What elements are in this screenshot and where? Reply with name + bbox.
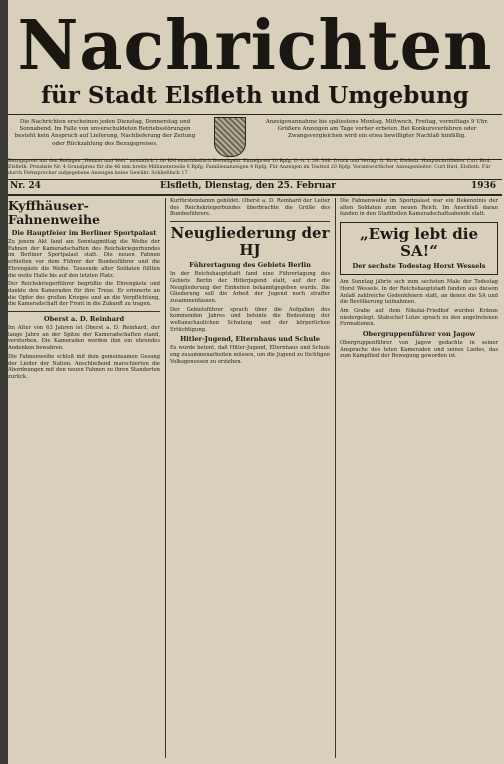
issue-number: Nr. 24 [10,181,41,191]
article-paragraph: Im Alter von 63 Jahren ist Oberst a. D. Reinhard, der lange Jahre an der Spitze der Kameradschaften stand, verstorben. Die Kameraden werden ihm ein ehrendes Andenken bewahren. [8,325,160,352]
page-spine-shadow [0,0,8,764]
divider [8,311,160,312]
section-subhead: Hitler-Jugend, Elternhaus und Schule [180,335,320,344]
article-columns [8,198,502,758]
article-headline: Kyffhäuser-Fahnenweihe [8,198,101,227]
column-divider [335,198,336,758]
column-1 [8,198,160,758]
section-subhead: Obergruppenführer von Jagow [362,330,476,339]
coat-of-arms-icon [214,117,246,157]
article-paragraph: Der Reichskriegerführer begrüßte die Ehrengäste und dankte den Kameraden für ihre Treue. Er erinnerte an die Opfer des großen Krieges und an die Verpflichtung, die Kameradschaft der Front in die Zukunft zu tragen. [8,281,160,308]
publication-info-bar [8,114,502,160]
article-subhead: Führertagung des Gebiets Berlin [189,261,311,270]
article-paragraph: Zu jenem Akt fand am Sonntagmittag die Weihe der Fahnen der Kameradschaften des Reichskriegerbundes im Berliner Sportpalast statt. Die neuen Fahnen erhielten vor dem Führer der Bundesführer und die Ehrengäste die Weihe. Tausende alter Soldaten füllten die weite Halle bis auf den letzten Platz. [8,239,160,279]
column-3 [340,198,498,758]
article-paragraph: Der Gebietsführer sprach über die Aufgaben des kommenden Jahres und betonte die Bedeutung der weltanschaulichen Schulung und der körperlichen Ertüchtigung. [170,306,330,333]
article-paragraph: Am Grabe auf dem Nikolai-Friedhof wurden Kränze niedergelegt. Stabschef Lutze sprach zu den angetretenen Formationen. [340,307,498,328]
article-headline-box [340,222,498,275]
article-subhead: Der sechste Todestag Horst Wessels [352,262,486,271]
column-divider [165,198,166,758]
article-paragraph: Die Fahnenweihe schloß mit dem gemeinsamen Gesang der Lieder der Nation. Anschließend marschierten die Abordnungen mit den neuen Fahnen zu ihren Standorten zurück. [8,353,160,380]
masthead-title: Nachrichten [17,6,493,86]
masthead [8,6,502,116]
article-paragraph: Es wurde betont, daß Hitler-Jugend, Elternhaus und Schule eng zusammenarbeiten müssen, um die Jugend zu tüchtigen Volksgenossen zu erziehen. [170,345,330,365]
ad-deadline-text: Anzeigenannahme bis spätestens Montag, Mittwoch, Freitag, vormittags 9 Uhr. Größere Anzeigen am Tage vorher erbeten. Bei Konkursverfahren oder Zwangsvergleichen wird ein etwa bewilligter Nachlaß hinfällig. [265,119,489,140]
article-subhead: Die Hauptfeier im Berliner Sportpalast [11,229,157,237]
article-headline: „Ewig lebt die SA!“ [360,225,478,261]
price-and-publisher-line: Bezugspreis mit den Beilagen „Heimat und Welt“ monatlich 1.00 RM einschließlich Bestellgeld. Einzelpreis 10 Rpfg. D.-A. I. 36: 508. Druck und Verlag: G. Bird, Elsfleth. Hauptschriftleiter Curt Bird, Elsfleth. Preisliste Nr. 4 Grundpreis für die 46 mm breite Millimeterzeile 6 Rpfg. Familienanzeigen 4 Rpfg. Für Anzeigen im Textteil 20 Rpfg. Verantwortlicher Anzeigenleiter: Curt Bird, Elsfleth. Für durch Fernsprecher aufgegebene Anzeigen keine Gewähr. Schließfach 17 [8,159,502,180]
issue-date: Elsfleth, Dienstag, den 25. Februar [160,181,336,191]
dateline [8,180,502,196]
article-paragraph: Obergruppenführer von Jagow gedachte in seiner Ansprache des toten Kameraden und seines Liedes, das zum Kampflied der Bewegung geworden ist. [340,340,498,360]
article-paragraph: Kurfürstendamm gebildet. Oberst a. D. Reinhard der Leiter des Reichskriegerbundes überbrachte die Grüße des Bundesführers. [170,198,330,218]
divider [170,221,330,222]
obituary-headline: Oberst a. D. Reinhard [43,315,125,324]
column-2 [170,198,330,758]
article-paragraph: In der Reichshauptstadt fand eine Führertagung des Gebiets Berlin der Hitlerjugend statt, auf der die Neugliederung der Einheiten bekanntgegeben wurde. Die Gliederung soll die Arbeit der Jugend noch straffer zusammenfassen. [170,271,330,304]
masthead-subtitle: für Stadt Elsfleth und Umgebung [41,82,469,109]
article-paragraph: Am Sonntag jährte sich zum sechsten Male der Todestag Horst Wessels. In der Reichshauptstadt fanden aus diesem Anlaß zahlreiche Gedenkfeiern statt, an denen die SA und die Bevölkerung teilnahmen. [340,279,498,306]
article-paragraph: Die Fahnenweihe im Sportpalast war ein Bekenntnis der alten Soldaten zum neuen Reich. Im Anschluß daran fanden in den Stadtteilen Kameradschaftsabende statt. [340,198,498,218]
issue-year: 1936 [470,181,496,191]
page-content [8,6,502,758]
article-headline: Neugliederung der HJ [170,224,330,260]
publication-schedule-text: Die Nachrichten erscheinen jeden Dienstag, Donnerstag und Sonnabend. Im Falle von unverschuldeten Betriebsstörungen besteht kein Anspruch auf Lieferung, Nachlieferung der Zeitung oder Rückzahlung des Bezugspreises. [14,119,196,147]
